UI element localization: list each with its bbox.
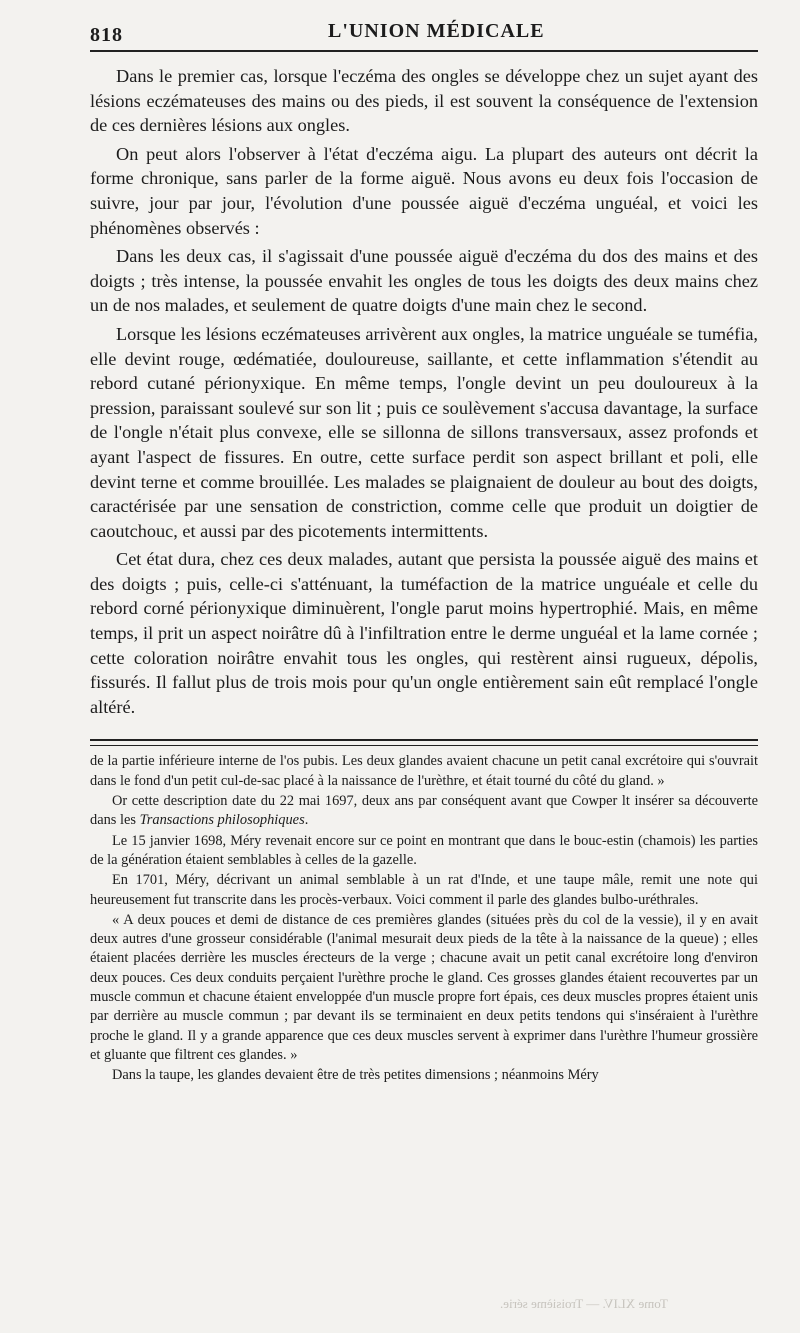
footnote-text-span: Or cette description date du 22 mai 1697, deux ans par conséquent avant que Cowper lt insérer sa découverte dans les bbox=[90, 793, 758, 829]
main-text bbox=[90, 64, 758, 719]
paragraph: Lorsque les lésions eczémateuses arrivèrent aux ongles, la matrice unguéale se tuméfia, elle devint rouge, œdématiée, douloureuse, saillante, et cette inflammation s'étendit au rebord cutané périonyxique. En même temps, l'ongle devint un peu douloureux à la pression, paraissant soulevé sur son lit ; puis ce soulèvement s'accusa davantage, la surface de l'ongle n'était plus convexe, elle se sillonna de sillons transversaux, assez profonds et ayant l'aspect de fissures. En outre, cette surface perdit son aspect brillant et poli, elle devint terne et comme brouillée. Les malades se plaignaient de douleur au bout des doigts, caractérisée par une sensation de constriction, comme celle que produit un doigtier de caoutchouc, et aussi par des picotements intermittents. bbox=[90, 323, 758, 541]
footnote-rule bbox=[90, 739, 758, 746]
journal-title: Transactions philosophiques bbox=[139, 812, 305, 829]
running-title: L'UNION MÉDICALE bbox=[328, 20, 545, 42]
bleed-through-footer: Tome XLIV. — Troisième série. bbox=[500, 1296, 668, 1311]
footnote-paragraph: En 1701, Méry, décrivant un animal semblable à un rat d'Inde, et une taupe mâle, remit une note qui heureusement fut transcrite dans les procès-verbaux. Voici comment il parle des glandes bulbo-uréthrales. bbox=[90, 872, 758, 908]
page-number: 818 bbox=[90, 24, 123, 46]
footnote-section bbox=[90, 752, 758, 1085]
footnote-paragraph: de la partie inférieure interne de l'os pubis. Les deux glandes avaient chacune un petit canal excrétoire qui s'ouvrait dans le fond d'un petit cul-de-sac placé à la naissance de l'urèthre, et était tourné du côté du gland. » bbox=[90, 753, 758, 789]
page-header bbox=[90, 18, 758, 48]
paragraph: On peut alors l'observer à l'état d'eczéma aigu. La plupart des auteurs ont décrit la forme chronique, sans parler de la forme aiguë. Nous avons eu deux fois l'occasion de suivre, jour par jour, l'évolution d'une poussée aiguë d'eczéma unguéal, et voici les phénomènes observés : bbox=[90, 143, 758, 238]
footnote-paragraph: « A deux pouces et demi de distance de ces premières glandes (situées près du col de la vessie), il y en avait deux autres d'une grosseur considérable (l'animal mesurait deux pieds de la tête à la naissance de la queue) ; elles étaient placées derrière les muscles érecteurs de la verge ; chacune avait un petit canal excrétoire long d'environ deux pouces. Ces deux conduits perçaient l'urèthre proche le gland. Ces grosses glandes étaient recouvertes par un muscle commun et chacune étaient enveloppée d'un muscle propre fort épais, ces deux muscles propres étaient unis par derrière au muscle commun ; par devant ils se terminaient en deux petits tendons qui s'inséraient à l'urèthre proche le gland. Il y a grande apparence que ces deux muscles servent à exprimer dans l'urèthre l'humeur grossière et gluante que filtrent ces glandes. » bbox=[90, 911, 758, 1063]
footnote-paragraph: Le 15 janvier 1698, Méry revenait encore sur ce point en montrant que dans le bouc-estin (chamois) les parties de la génération étaient semblables à celles de la gazelle. bbox=[90, 832, 758, 868]
footnote-paragraph bbox=[90, 792, 758, 831]
footnote-paragraph: Dans la taupe, les glandes devaient être de très petites dimensions ; néanmoins Méry bbox=[112, 1067, 599, 1084]
paragraph: Dans le premier cas, lorsque l'eczéma des ongles se développe chez un sujet ayant des lésions eczémateuses des mains ou des pieds, il est souvent la conséquence de l'extension de ces dernières lésions aux ongles. bbox=[90, 66, 758, 136]
footnote-text-span: . bbox=[304, 812, 309, 829]
header-rule bbox=[90, 50, 758, 52]
paragraph: Cet état dura, chez ces deux malades, autant que persista la poussée aiguë des mains et des doigts ; puis, celle-ci s'atténuant, la tuméfaction de la matrice unguéale et celle du rebord corné périonyxique diminuèrent, l'ongle parut moins hypertrophié. Mais, en même temps, il prit un aspect noirâtre dû à l'infiltration entre le derme unguéal et la lame cornée ; cette coloration noirâtre envahit tous les ongles, qui restèrent ainsi rugueux, dépolis, fissurés. Il fallut plus de trois mois pour qu'un ongle entièrement sain eût remplacé l'ongle altéré. bbox=[90, 549, 758, 717]
paragraph: Dans les deux cas, il s'agissait d'une poussée aiguë d'eczéma du dos des mains et des doigts ; très intense, la poussée envahit les ongles de tous les doigts des deux mains chez un de nos malades, et seulement de quatre doigts d'une main chez le second. bbox=[90, 246, 758, 316]
